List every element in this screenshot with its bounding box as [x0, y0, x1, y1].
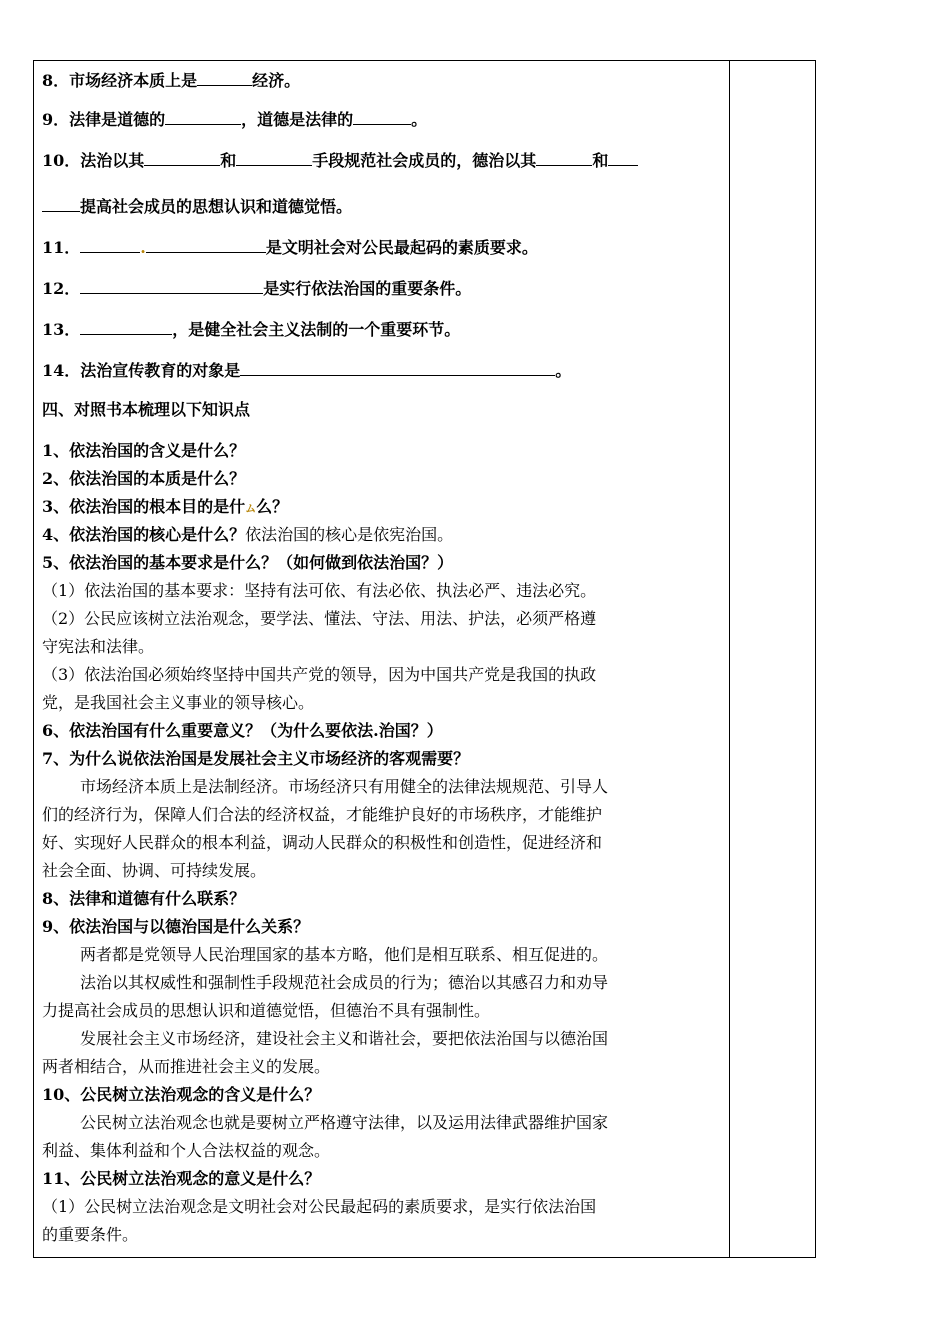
- q11-blank-2[interactable]: [146, 235, 266, 253]
- q8-text: 8．市场经济本质上是: [42, 71, 198, 90]
- q10-blank-4b[interactable]: [42, 194, 80, 212]
- fill-q10-line2: [42, 194, 352, 218]
- q13-blank[interactable]: [80, 317, 172, 335]
- q13-text-end: ，是健全社会主义法制的一个重要环节。: [172, 320, 461, 339]
- q9-blank-1[interactable]: [165, 107, 241, 125]
- answer-7-3: 好、实现好人民群众的根本利益，调动人民群众的积极性和创造性，促进经济和: [42, 833, 603, 852]
- q9-text: 9．法律是道德的: [42, 110, 166, 129]
- answer-5-2: （2）公民应该树立法治观念，要学法、懂法、守法、用法、护法，必须严格遵: [42, 609, 597, 628]
- question-6: 6、依法治国有什么重要意义？（为什么要依法.治国？）: [42, 721, 443, 740]
- answer-5-2-cont: 守宪法和法律。: [42, 637, 155, 656]
- question-1: 1、依法治国的含义是什么？: [42, 441, 246, 460]
- q11-text-end: 是文明社会对公民最起码的素质要求。: [265, 238, 538, 257]
- answer-5-3-cont: 党，是我国社会主义事业的领导核心。: [42, 693, 315, 712]
- q14-blank[interactable]: [240, 358, 555, 376]
- fill-q8: [42, 68, 300, 92]
- q9-blank-2[interactable]: [353, 107, 411, 125]
- q11-blank-1[interactable]: [80, 235, 140, 253]
- q12-blank[interactable]: [80, 276, 263, 294]
- question-3: [42, 496, 288, 520]
- q10-blank-3[interactable]: [536, 148, 592, 166]
- q11-text: 11．: [42, 238, 81, 257]
- fill-q13: [42, 317, 460, 341]
- fill-q9: [42, 107, 427, 131]
- fill-q14: [42, 358, 571, 382]
- question-3-mark: ム: [245, 502, 257, 515]
- q14-text: 14．法治宣传教育的对象是: [42, 361, 241, 380]
- question-3-text: 3、依法治国的根本目的是什: [42, 497, 246, 516]
- answer-10-1: 公民树立法治观念也就是要树立严格遵守法律，以及运用法律武器维护国家: [80, 1113, 609, 1132]
- q14-text-end: 。: [555, 361, 572, 380]
- question-3-text-end: 么？: [256, 497, 289, 516]
- q10-blank-2[interactable]: [236, 148, 312, 166]
- question-10: 10、公民树立法治观念的含义是什么？: [42, 1085, 321, 1104]
- answer-7-4: 社会全面、协调、可持续发展。: [42, 861, 267, 880]
- q10-text-line2: 提高社会成员的思想认识和道德觉悟。: [80, 197, 353, 216]
- q8-blank[interactable]: [197, 68, 252, 86]
- q10-blank-1[interactable]: [144, 148, 220, 166]
- fill-q10-line1: [42, 148, 638, 172]
- question-4-text: 4、依法治国的核心是什么？: [42, 525, 246, 544]
- question-2: 2、依法治国的本质是什么？: [42, 469, 246, 488]
- question-9: 9、依法治国与以德治国是什么关系？: [42, 917, 310, 936]
- q9-text-mid: ，道德是法律的: [241, 110, 354, 129]
- q10-text: 10．法治以其: [42, 151, 145, 170]
- question-7: 7、为什么说依法治国是发展社会主义市场经济的客观需要？: [42, 749, 470, 768]
- answer-10-2: 利益、集体利益和个人合法权益的观念。: [42, 1141, 331, 1160]
- q9-text-end: 。: [411, 110, 428, 129]
- answer-11-1: （1）公民树立法治观念是文明社会对公民最起码的素质要求，是实行依法治国: [42, 1197, 597, 1216]
- q12-text: 12．: [42, 279, 81, 298]
- answer-9-5: 两者相结合，从而推进社会主义的发展。: [42, 1057, 331, 1076]
- answer-7-2: 们的经济行为，保障人们合法的经济权益，才能维护良好的市场秩序，才能维护: [42, 805, 603, 824]
- question-4: [42, 524, 453, 546]
- answer-9-3: 力提高社会成员的思想认识和道德觉悟，但德治不具有强制性。: [42, 1001, 491, 1020]
- q10-text-and-1: 和: [220, 151, 237, 170]
- answer-5-1: （1）依法治国的基本要求：坚持有法可依、有法必依、执法必严、违法必究。: [42, 581, 597, 600]
- answer-5-3: （3）依法治国必须始终坚持中国共产党的领导，因为中国共产党是我国的执政: [42, 665, 597, 684]
- q8-text-end: 经济。: [252, 71, 301, 90]
- q10-text-and-2: 和: [592, 151, 609, 170]
- question-8: 8、法律和道德有什么联系？: [42, 889, 246, 908]
- q10-blank-4a[interactable]: [608, 148, 638, 166]
- q12-text-end: 是实行依法治国的重要条件。: [263, 279, 472, 298]
- fill-q11: [42, 235, 538, 259]
- column-divider: [729, 60, 730, 1258]
- fill-q12: [42, 276, 471, 300]
- question-5: 5、依法治国的基本要求是什么？（如何做到依法治国？）: [42, 553, 454, 572]
- answer-9-4: 发展社会主义市场经济，建设社会主义和谐社会，要把依法治国与以德治国: [80, 1029, 609, 1048]
- q13-text: 13．: [42, 320, 81, 339]
- answer-4: 依法治国的核心是依宪治国。: [245, 525, 454, 544]
- question-11: 11、公民树立法治观念的意义是什么？: [42, 1169, 321, 1188]
- q11-dot: .: [140, 238, 146, 257]
- section-heading: 四、对照书本梳理以下知识点: [42, 400, 251, 419]
- answer-9-2: 法治以其权威性和强制性手段规范社会成员的行为；德治以其感召力和劝导: [80, 973, 609, 992]
- answer-7-1: 市场经济本质上是法制经济。市场经济只有用健全的法律法规规范、引导人: [80, 777, 609, 796]
- answer-11-1-cont: 的重要条件。: [42, 1225, 139, 1244]
- answer-9-1: 两者都是党领导人民治理国家的基本方略，他们是相互联系、相互促进的。: [80, 945, 609, 964]
- q10-text-mid: 手段规范社会成员的，德治以其: [312, 151, 537, 170]
